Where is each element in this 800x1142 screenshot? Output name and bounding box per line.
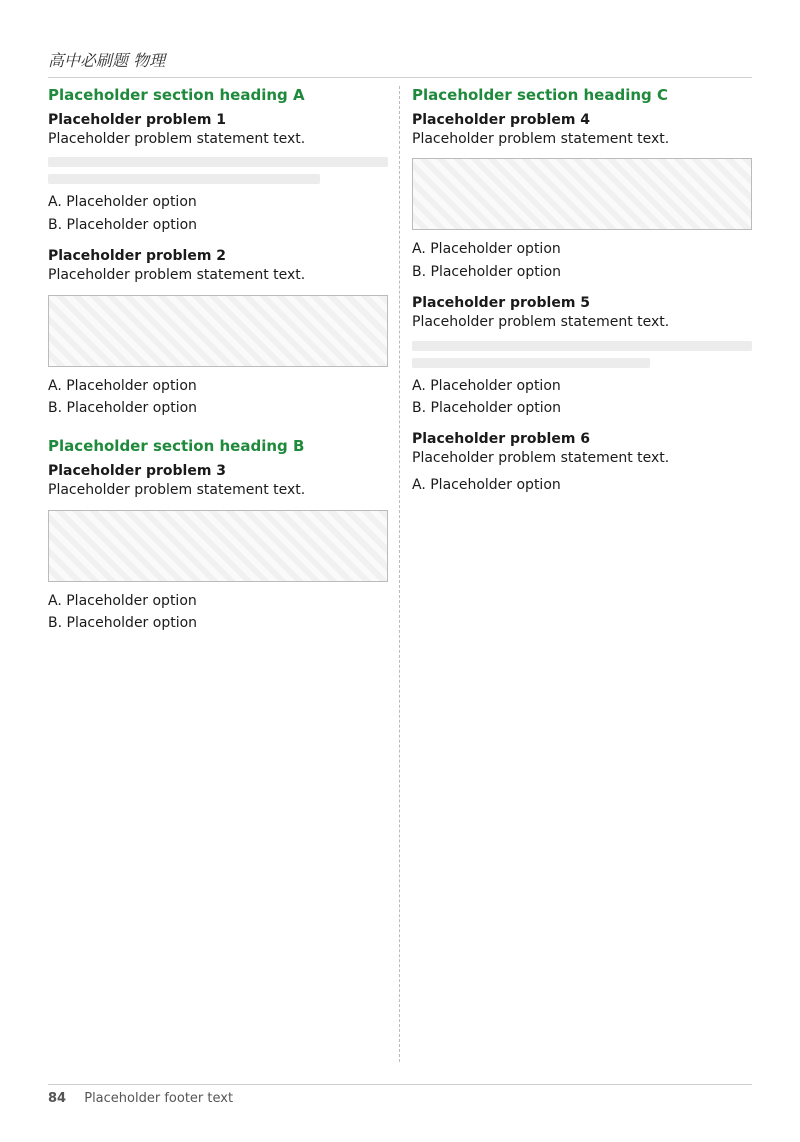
option: B. Placeholder option <box>412 263 562 280</box>
problem-item <box>48 463 388 634</box>
problem-item <box>48 248 388 419</box>
problem-item <box>412 431 752 496</box>
figure-placeholder <box>412 158 752 230</box>
options-list <box>48 191 388 236</box>
section-title: Placeholder section heading C <box>412 86 668 104</box>
option: B. Placeholder option <box>48 399 198 416</box>
problem-text: Placeholder problem statement text. <box>48 482 306 499</box>
text-line-placeholder <box>48 174 320 184</box>
text-line-placeholder <box>48 157 388 167</box>
section <box>412 86 752 496</box>
options-list <box>412 375 752 420</box>
options-list <box>412 238 752 283</box>
problem-text: Placeholder problem statement text. <box>48 267 306 284</box>
header-text: 高中必刷题 物理 <box>48 51 166 70</box>
problem-text: Placeholder problem statement text. <box>412 450 670 467</box>
page-footer <box>48 1084 752 1106</box>
option: A. Placeholder option <box>412 377 561 394</box>
problem-text: Placeholder problem statement text. <box>412 131 670 147</box>
option: B. Placeholder option <box>412 399 562 416</box>
section-title: Placeholder section heading A <box>48 86 305 104</box>
text-line-placeholder <box>412 358 650 368</box>
problem-item <box>48 112 388 236</box>
problem-label: Placeholder problem 3 <box>48 463 227 480</box>
text-line-placeholder <box>412 341 752 351</box>
option: B. Placeholder option <box>48 216 198 233</box>
problem-text: Placeholder problem statement text. <box>412 314 670 331</box>
options-list <box>48 375 388 420</box>
problem-item <box>412 112 752 283</box>
problem-item <box>412 295 752 419</box>
page-header <box>48 48 752 78</box>
problem-label: Placeholder problem 6 <box>412 431 591 448</box>
option: A. Placeholder option <box>48 194 197 211</box>
page-number: 84 <box>48 1091 67 1106</box>
option: B. Placeholder option <box>48 615 198 632</box>
problem-text: Placeholder problem statement text. <box>48 131 306 147</box>
option: A. Placeholder option <box>412 241 561 258</box>
problem-label: Placeholder problem 2 <box>48 248 227 265</box>
option: A. Placeholder option <box>48 377 197 394</box>
problem-label: Placeholder problem 1 <box>48 112 227 128</box>
left-column <box>48 86 388 1062</box>
section <box>48 437 388 634</box>
options-list <box>412 474 752 496</box>
figure-placeholder <box>48 295 388 367</box>
problem-label: Placeholder problem 5 <box>412 295 591 312</box>
column-divider <box>399 86 400 1062</box>
figure-placeholder <box>48 510 388 582</box>
section <box>48 86 388 419</box>
section-title: Placeholder section heading B <box>48 437 305 456</box>
option: A. Placeholder option <box>412 476 561 493</box>
footer-text: Placeholder footer text <box>84 1091 234 1106</box>
options-list <box>48 590 388 635</box>
problem-label: Placeholder problem 4 <box>412 112 591 128</box>
right-column <box>412 86 752 1062</box>
option: A. Placeholder option <box>48 592 197 609</box>
